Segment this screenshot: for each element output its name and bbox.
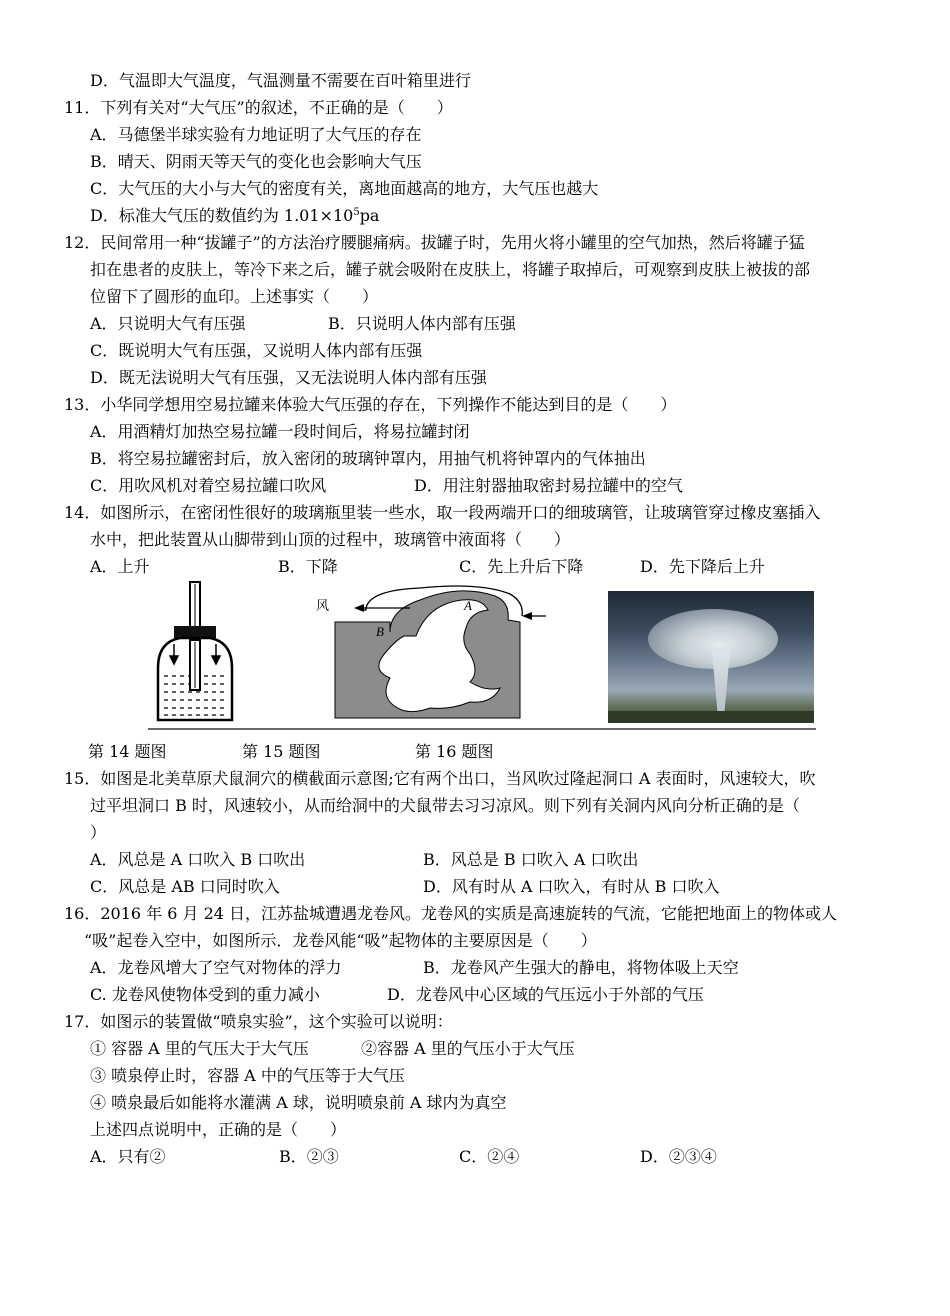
q11-option-c: C．大气压的大小与大气的密度有关，离地面越高的地方，大气压也越大 xyxy=(90,179,599,198)
figure-15-burrow xyxy=(310,580,546,726)
figure-15-label-b: B xyxy=(376,624,384,639)
q14-option-a: A．上升 xyxy=(90,557,150,576)
q13-option-a: A．用酒精灯加热空易拉罐一段时间后，将易拉罐封闭 xyxy=(90,422,470,441)
q11-option-d-exponent: 5 xyxy=(353,207,360,218)
q16-option-a: A．龙卷风增大了空气对物体的浮力 xyxy=(90,958,342,977)
q17-option-c: C．②④ xyxy=(459,1147,520,1166)
q17-option-b: B．②③ xyxy=(279,1147,339,1166)
q11-option-d xyxy=(90,206,379,226)
q14-stem-line2: 水中，把此装置从山脚带到山顶的过程中，玻璃管中液面将（ ） xyxy=(90,530,571,549)
tornado-funnel xyxy=(712,651,730,711)
q17-statement-4: ④ 喷泉最后如能将水灌满 A 球，说明喷泉前 A 球内为真空 xyxy=(90,1093,507,1112)
q16-option-c: C. 龙卷风使物体受到的重力减小 xyxy=(90,985,320,1004)
q11-option-d-unit: pa xyxy=(359,206,380,225)
q17-statement-3: ③ 喷泉停止时，容器 A 中的气压等于大气压 xyxy=(90,1066,405,1085)
q17-stem: 17．如图示的装置做“喷泉实验”，这个实验可以说明： xyxy=(64,1012,453,1031)
caption-figure-15: 第 15 题图 xyxy=(242,742,321,761)
q15-stem-line1: 15．如图是北美草原犬鼠洞穴的横截面示意图;它有两个出口，当风吹过隆起洞口 A 表面时，风速较大，吹 xyxy=(64,769,816,788)
q12-option-a: A．只说明大气有压强 xyxy=(90,314,246,333)
caption-figure-16: 第 16 题图 xyxy=(415,742,494,761)
q11-option-a: A．马德堡半球实验有力地证明了大气压的存在 xyxy=(90,125,422,144)
q16-option-d: D．龙卷风中心区域的气压远小于外部的气压 xyxy=(387,985,704,1004)
q12-stem-line1: 12．民间常用一种“拔罐子”的方法治疗腰腿痛病。拔罐子时，先用火将小罐里的空气加热，然后将罐子猛 xyxy=(64,233,805,252)
tornado-ground xyxy=(608,711,814,723)
q17-statement-2: ②容器 A 里的气压小于大气压 xyxy=(361,1039,575,1058)
q14-option-b: B．下降 xyxy=(278,557,338,576)
q17-question: 上述四点说明中，正确的是（ ） xyxy=(90,1120,347,1139)
figure-14-bottle xyxy=(150,580,240,726)
q13-option-d: D．用注射器抽取密封易拉罐中的空气 xyxy=(414,476,683,495)
q15-option-b: B．风总是 B 口吹入 A 口吹出 xyxy=(423,850,639,869)
q14-stem-line1: 14．如图所示，在密闭性很好的玻璃瓶里装一些水，取一段两端开口的细玻璃管，让玻璃管穿过橡皮塞插入 xyxy=(64,503,821,522)
q17-option-a: A．只有② xyxy=(90,1147,166,1166)
q13-option-b: B．将空易拉罐密封后，放入密闭的玻璃钟罩内，用抽气机将钟罩内的气体抽出 xyxy=(90,449,646,468)
q12-stem-line3: 位留下了圆形的血印。上述事实（ ） xyxy=(90,287,379,306)
q15-option-c: C．风总是 AB 口同时吹入 xyxy=(90,877,280,896)
q13-option-c: C．用吹风机对着空易拉罐口吹风 xyxy=(90,476,327,495)
q13-stem: 13．小华同学想用空易拉罐来体验大气压强的存在，下列操作不能达到目的是（ ） xyxy=(64,395,677,414)
figure-15-wind-label: 风 xyxy=(316,598,330,613)
q11-option-d-text: D．标准大气压的数值约为 1.01×10 xyxy=(90,206,354,225)
figure-baseline xyxy=(148,728,816,730)
figure-15-label-a: A xyxy=(464,598,472,613)
q10-option-d: D．气温即大气温度，气温测量不需要在百叶箱里进行 xyxy=(90,71,471,90)
q11-option-b: B．晴天、阴雨天等天气的变化也会影响大气压 xyxy=(90,152,422,171)
q12-option-d: D．既无法说明大气有压强，又无法说明人体内部有压强 xyxy=(90,368,487,387)
q12-stem-line2: 扣在患者的皮肤上，等冷下来之后，罐子就会吸附在皮肤上，将罐子取掉后，可观察到皮肤上被拔的部 xyxy=(90,260,811,279)
q16-option-b: B．龙卷风产生强大的静电，将物体吸上天空 xyxy=(423,958,739,977)
q15-option-a: A．风总是 A 口吹入 B 口吹出 xyxy=(90,850,306,869)
q15-stem-line3: ） xyxy=(90,823,107,842)
q12-option-c: C．既说明大气有压强，又说明人体内部有压强 xyxy=(90,341,423,360)
caption-figure-14: 第 14 题图 xyxy=(88,742,167,761)
q17-option-d: D．②③④ xyxy=(640,1147,717,1166)
q15-option-d: D．风有时从 A 口吹入，有时从 B 口吹入 xyxy=(423,877,720,896)
figure-16-tornado-photo xyxy=(608,591,814,723)
q11-stem: 11．下列有关对“大气压”的叙述，不正确的是（ ） xyxy=(64,98,453,117)
q16-stem-line2: “吸”起卷入空中，如图所示．龙卷风能“吸”起物体的主要原因是（ ） xyxy=(84,931,597,950)
q16-stem-line1: 16．2016 年 6 月 24 日，江苏盐城遭遇龙卷风。龙卷风的实质是高速旋转的气流，它能把地面上的物体或人 xyxy=(64,904,838,923)
q12-option-b: B．只说明人体内部有压强 xyxy=(328,314,516,333)
q14-option-d: D．先下降后上升 xyxy=(640,557,765,576)
q17-statement-1: ① 容器 A 里的气压大于大气压 xyxy=(90,1039,309,1058)
q15-stem-line2: 过平坦洞口 B 时，风速较小，从而给洞中的犬鼠带去习习凉风。则下列有关洞内风向分析正确的是（ xyxy=(90,796,800,815)
q14-option-c: C．先上升后下降 xyxy=(459,557,584,576)
